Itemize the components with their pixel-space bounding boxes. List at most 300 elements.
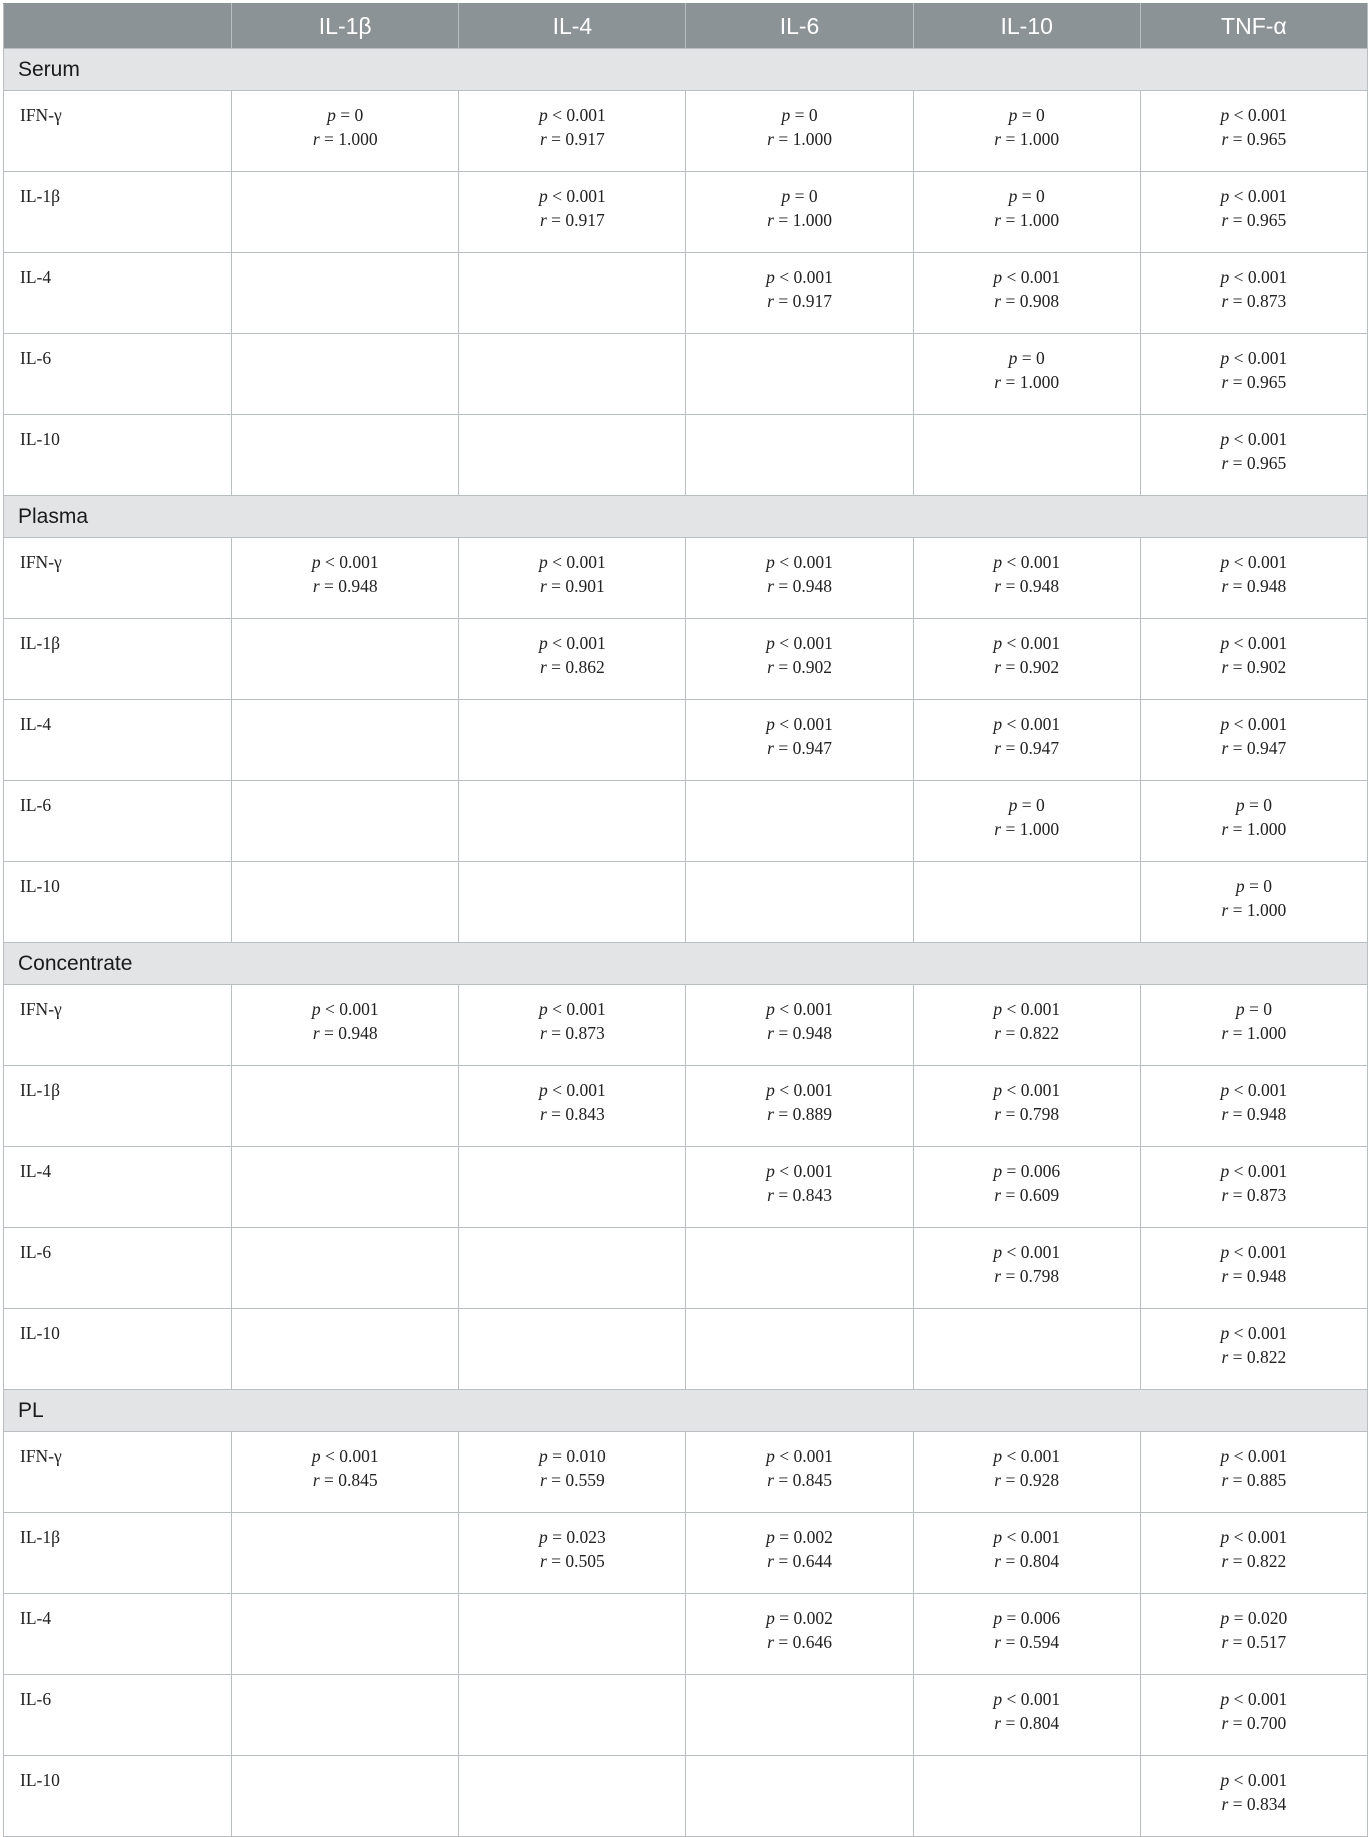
value-cell xyxy=(1140,985,1367,1066)
p-value xyxy=(914,793,1140,817)
r-symbol: r xyxy=(767,738,774,758)
r-symbol: r xyxy=(539,1104,547,1124)
r-value xyxy=(686,289,912,313)
p-value-text: = 0 xyxy=(794,105,818,125)
value-cell xyxy=(913,619,1140,700)
p-value xyxy=(1141,997,1367,1021)
value-cell xyxy=(459,1675,686,1756)
table-row xyxy=(4,334,1368,415)
value-cell xyxy=(1140,538,1367,619)
value-cell xyxy=(459,700,686,781)
p-value-text: < 0.001 xyxy=(1006,633,1061,653)
value-cell xyxy=(1140,1309,1367,1390)
row-label: IL-6 xyxy=(4,1675,232,1756)
r-value-text: = 0.917 xyxy=(551,129,605,149)
row-label: IL-1β xyxy=(4,1513,232,1594)
p-value-text: < 0.001 xyxy=(1006,1446,1061,1466)
r-symbol: r xyxy=(1221,372,1229,392)
value-cell xyxy=(459,1066,686,1147)
p-value-text: < 0.001 xyxy=(1233,267,1288,287)
r-symbol: r xyxy=(1221,1266,1229,1286)
p-symbol: p xyxy=(993,1608,1003,1628)
p-value xyxy=(914,346,1140,370)
value-cell xyxy=(459,1756,686,1837)
r-value xyxy=(1141,574,1367,598)
r-value-text: = 0.804 xyxy=(1005,1713,1060,1733)
r-symbol: r xyxy=(1221,210,1229,230)
section-label: Concentrate xyxy=(4,943,1368,985)
r-value-text: = 1.000 xyxy=(1005,372,1060,392)
r-symbol: r xyxy=(767,657,774,677)
p-symbol: p xyxy=(1220,714,1230,734)
r-symbol: r xyxy=(994,291,1002,311)
p-value-text: = 0 xyxy=(1248,795,1272,815)
value-cell xyxy=(913,985,1140,1066)
p-value xyxy=(1141,103,1367,127)
row-label: IFN-γ xyxy=(4,538,232,619)
value-cell xyxy=(686,781,913,862)
p-value-text: < 0.001 xyxy=(1006,1080,1061,1100)
table-row xyxy=(4,781,1368,862)
p-symbol: p xyxy=(539,999,548,1019)
r-value-text: = 0.948 xyxy=(324,576,378,596)
r-value xyxy=(914,1711,1140,1735)
p-value-text: < 0.001 xyxy=(1233,1770,1288,1790)
value-cell xyxy=(913,1228,1140,1309)
r-symbol: r xyxy=(767,1551,774,1571)
table-row xyxy=(4,619,1368,700)
value-cell xyxy=(686,985,913,1066)
r-symbol: r xyxy=(1221,819,1229,839)
r-value xyxy=(459,1021,685,1045)
p-symbol: p xyxy=(1220,1080,1230,1100)
p-symbol: p xyxy=(993,1242,1003,1262)
p-value xyxy=(686,103,912,127)
p-value xyxy=(232,1444,458,1468)
r-value-text: = 1.000 xyxy=(1005,819,1060,839)
section-label: Serum xyxy=(4,49,1368,91)
p-value-text: < 0.001 xyxy=(324,552,379,572)
value-cell xyxy=(232,1513,459,1594)
p-value-text: < 0.001 xyxy=(1233,105,1288,125)
p-symbol: p xyxy=(766,552,775,572)
header-cell-corner xyxy=(4,4,232,49)
p-value xyxy=(459,997,685,1021)
p-symbol: p xyxy=(1008,795,1018,815)
row-label: IL-4 xyxy=(4,253,232,334)
r-value-text: = 0.917 xyxy=(551,210,605,230)
r-value xyxy=(459,1468,685,1492)
value-cell xyxy=(1140,781,1367,862)
p-symbol: p xyxy=(766,267,775,287)
table-row xyxy=(4,985,1368,1066)
r-value xyxy=(1141,736,1367,760)
r-value-text: = 0.646 xyxy=(778,1632,832,1652)
r-symbol: r xyxy=(994,210,1002,230)
r-value xyxy=(232,1021,458,1045)
r-value-text: = 0.885 xyxy=(1232,1470,1287,1490)
p-symbol: p xyxy=(1008,186,1018,206)
r-value-text: = 0.947 xyxy=(1005,738,1060,758)
r-value xyxy=(1141,817,1367,841)
value-cell xyxy=(913,1594,1140,1675)
r-symbol: r xyxy=(312,1470,320,1490)
p-symbol: p xyxy=(993,552,1003,572)
p-value-text: < 0.001 xyxy=(1233,552,1288,572)
r-value xyxy=(459,1102,685,1126)
value-cell xyxy=(232,985,459,1066)
r-value-text: = 1.000 xyxy=(1232,900,1287,920)
r-value-text: = 0.822 xyxy=(1005,1023,1060,1043)
p-value-text: = 0 xyxy=(1248,999,1272,1019)
value-cell xyxy=(686,1066,913,1147)
r-value xyxy=(1141,1711,1367,1735)
value-cell xyxy=(459,91,686,172)
p-symbol: p xyxy=(1235,876,1245,896)
value-cell xyxy=(1140,91,1367,172)
p-value xyxy=(914,1078,1140,1102)
p-value xyxy=(1141,550,1367,574)
row-label: IFN-γ xyxy=(4,1432,232,1513)
value-cell xyxy=(686,91,913,172)
r-symbol: r xyxy=(1221,1794,1229,1814)
p-value xyxy=(686,1159,912,1183)
r-value-text: = 0.845 xyxy=(778,1470,832,1490)
r-value xyxy=(232,1468,458,1492)
r-value-text: = 0.901 xyxy=(551,576,605,596)
r-value-text: = 0.822 xyxy=(1232,1551,1287,1571)
p-symbol: p xyxy=(766,633,775,653)
r-symbol: r xyxy=(994,576,1002,596)
value-cell xyxy=(913,1309,1140,1390)
r-value-text: = 0.798 xyxy=(1005,1266,1060,1286)
r-value xyxy=(1141,289,1367,313)
table-row xyxy=(4,172,1368,253)
r-symbol: r xyxy=(312,1023,320,1043)
r-symbol: r xyxy=(1221,1551,1229,1571)
p-symbol: p xyxy=(993,633,1003,653)
p-value xyxy=(232,103,458,127)
value-cell xyxy=(232,619,459,700)
r-value xyxy=(459,127,685,151)
p-value xyxy=(914,997,1140,1021)
p-value xyxy=(686,1606,912,1630)
row-label: IFN-γ xyxy=(4,91,232,172)
value-cell xyxy=(1140,1228,1367,1309)
value-cell xyxy=(686,1309,913,1390)
p-value xyxy=(914,1525,1140,1549)
p-symbol: p xyxy=(1235,795,1245,815)
value-cell xyxy=(686,538,913,619)
value-cell xyxy=(232,1066,459,1147)
r-value xyxy=(1141,1102,1367,1126)
r-value-text: = 0.965 xyxy=(1232,372,1287,392)
r-value-text: = 0.822 xyxy=(1232,1347,1287,1367)
p-value xyxy=(914,1687,1140,1711)
value-cell xyxy=(232,91,459,172)
value-cell xyxy=(913,91,1140,172)
p-value-text: = 0 xyxy=(1248,876,1272,896)
value-cell xyxy=(686,1228,913,1309)
table-row xyxy=(4,1147,1368,1228)
value-cell xyxy=(1140,253,1367,334)
r-value xyxy=(1141,1183,1367,1207)
r-symbol: r xyxy=(994,1104,1002,1124)
r-value xyxy=(914,127,1140,151)
r-value xyxy=(914,1468,1140,1492)
p-value xyxy=(914,550,1140,574)
r-value xyxy=(686,736,912,760)
p-symbol: p xyxy=(539,105,548,125)
r-value xyxy=(686,1468,912,1492)
r-value-text: = 0.948 xyxy=(324,1023,378,1043)
table-row xyxy=(4,1513,1368,1594)
value-cell xyxy=(232,1594,459,1675)
section-label: PL xyxy=(4,1390,1368,1432)
p-value xyxy=(914,184,1140,208)
p-symbol: p xyxy=(1008,348,1018,368)
value-cell xyxy=(1140,1756,1367,1837)
r-symbol: r xyxy=(767,1632,774,1652)
p-value xyxy=(459,550,685,574)
section-row xyxy=(4,943,1368,985)
value-cell xyxy=(913,700,1140,781)
r-value xyxy=(459,655,685,679)
p-value-text: = 0.002 xyxy=(779,1608,833,1628)
p-symbol: p xyxy=(539,552,548,572)
value-cell xyxy=(1140,1513,1367,1594)
r-symbol: r xyxy=(994,1470,1002,1490)
p-symbol: p xyxy=(1220,552,1230,572)
p-value xyxy=(1141,712,1367,736)
value-cell xyxy=(686,253,913,334)
value-cell xyxy=(232,253,459,334)
r-value xyxy=(914,1549,1140,1573)
p-value xyxy=(686,184,912,208)
row-label: IL-1β xyxy=(4,172,232,253)
p-symbol: p xyxy=(1220,1161,1230,1181)
value-cell xyxy=(686,334,913,415)
r-value xyxy=(232,574,458,598)
p-value xyxy=(459,1078,685,1102)
p-symbol: p xyxy=(781,105,791,125)
r-symbol: r xyxy=(994,1023,1002,1043)
p-symbol: p xyxy=(993,267,1003,287)
table-row xyxy=(4,1594,1368,1675)
r-value-text: = 0.902 xyxy=(1005,657,1060,677)
p-value-text: < 0.001 xyxy=(1233,429,1288,449)
r-value xyxy=(1141,370,1367,394)
p-value xyxy=(914,1159,1140,1183)
r-symbol: r xyxy=(312,576,320,596)
p-symbol: p xyxy=(993,1080,1003,1100)
p-value-text: < 0.001 xyxy=(779,633,833,653)
value-cell xyxy=(459,862,686,943)
p-value xyxy=(1141,1240,1367,1264)
p-value xyxy=(1141,1321,1367,1345)
table-row xyxy=(4,538,1368,619)
p-value-text: < 0.001 xyxy=(1006,999,1061,1019)
value-cell xyxy=(232,415,459,496)
r-value xyxy=(1141,1549,1367,1573)
value-cell xyxy=(913,334,1140,415)
r-value xyxy=(686,1630,912,1654)
header-cell-il6: IL-6 xyxy=(686,4,913,49)
value-cell xyxy=(913,172,1140,253)
r-value xyxy=(686,1549,912,1573)
r-value-text: = 0.843 xyxy=(551,1104,605,1124)
p-value xyxy=(1141,427,1367,451)
p-symbol: p xyxy=(1220,633,1230,653)
p-value-text: < 0.001 xyxy=(1233,714,1288,734)
p-value xyxy=(1141,1768,1367,1792)
r-value xyxy=(914,1630,1140,1654)
p-value-text: < 0.001 xyxy=(1233,1080,1288,1100)
p-value xyxy=(914,1240,1140,1264)
p-value-text: < 0.001 xyxy=(1233,1161,1288,1181)
header-cell-il10: IL-10 xyxy=(913,4,1140,49)
value-cell xyxy=(232,1147,459,1228)
table-header xyxy=(4,4,1368,49)
value-cell xyxy=(686,172,913,253)
r-value-text: = 0.947 xyxy=(1232,738,1287,758)
p-value xyxy=(1141,793,1367,817)
header-cell-il4: IL-4 xyxy=(459,4,686,49)
p-value-text: < 0.001 xyxy=(1006,714,1061,734)
value-cell xyxy=(1140,1675,1367,1756)
p-symbol: p xyxy=(327,105,336,125)
value-cell xyxy=(232,862,459,943)
r-value xyxy=(686,1102,912,1126)
r-symbol: r xyxy=(994,738,1002,758)
p-value xyxy=(914,712,1140,736)
r-value xyxy=(459,208,685,232)
r-symbol: r xyxy=(994,1266,1002,1286)
r-symbol: r xyxy=(1221,576,1229,596)
p-value-text: = 0.010 xyxy=(552,1446,606,1466)
r-value-text: = 0.948 xyxy=(1232,576,1287,596)
p-value-text: < 0.001 xyxy=(324,1446,379,1466)
value-cell xyxy=(1140,1147,1367,1228)
r-value xyxy=(1141,127,1367,151)
r-value xyxy=(686,655,912,679)
value-cell xyxy=(459,538,686,619)
p-value xyxy=(686,1525,912,1549)
row-label: IL-10 xyxy=(4,1756,232,1837)
p-value-text: = 0 xyxy=(1021,186,1045,206)
section-row xyxy=(4,496,1368,538)
p-value-text: < 0.001 xyxy=(779,552,833,572)
p-symbol: p xyxy=(1220,186,1230,206)
value-cell xyxy=(459,415,686,496)
p-value-text: = 0.020 xyxy=(1233,1608,1288,1628)
row-label: IL-1β xyxy=(4,619,232,700)
value-cell xyxy=(232,781,459,862)
table-row xyxy=(4,1675,1368,1756)
value-cell xyxy=(686,862,913,943)
p-symbol: p xyxy=(1220,1323,1230,1343)
table-row xyxy=(4,862,1368,943)
p-value xyxy=(1141,874,1367,898)
value-cell xyxy=(459,1228,686,1309)
value-cell xyxy=(913,1675,1140,1756)
r-symbol: r xyxy=(1221,1470,1229,1490)
value-cell xyxy=(459,1594,686,1675)
table-body xyxy=(4,49,1368,1837)
value-cell xyxy=(686,1594,913,1675)
p-value xyxy=(686,550,912,574)
p-symbol: p xyxy=(1220,1527,1230,1547)
r-symbol: r xyxy=(1221,738,1229,758)
r-value xyxy=(1141,1468,1367,1492)
r-value-text: = 1.000 xyxy=(1232,819,1287,839)
value-cell xyxy=(459,1432,686,1513)
p-value-text: < 0.001 xyxy=(552,552,606,572)
row-label: IL-4 xyxy=(4,1594,232,1675)
p-value xyxy=(1141,346,1367,370)
r-value-text: = 0.843 xyxy=(778,1185,832,1205)
p-symbol: p xyxy=(539,633,548,653)
r-symbol: r xyxy=(1221,1104,1229,1124)
value-cell xyxy=(686,1513,913,1594)
p-value-text: < 0.001 xyxy=(779,267,833,287)
r-value-text: = 1.000 xyxy=(1005,129,1060,149)
r-value-text: = 0.834 xyxy=(1232,1794,1287,1814)
p-symbol: p xyxy=(311,1446,321,1466)
p-symbol: p xyxy=(766,1161,775,1181)
r-value xyxy=(914,1102,1140,1126)
value-cell xyxy=(232,1675,459,1756)
p-symbol: p xyxy=(993,1527,1003,1547)
r-value xyxy=(459,1549,685,1573)
p-value-text: < 0.001 xyxy=(1233,348,1288,368)
p-value-text: = 0 xyxy=(1021,105,1045,125)
r-value xyxy=(1141,1792,1367,1816)
p-symbol: p xyxy=(766,1080,775,1100)
r-symbol: r xyxy=(1221,1713,1229,1733)
value-cell xyxy=(913,781,1140,862)
table-row xyxy=(4,91,1368,172)
p-value xyxy=(1141,1444,1367,1468)
table-row xyxy=(4,1309,1368,1390)
p-value xyxy=(686,1078,912,1102)
value-cell xyxy=(913,1066,1140,1147)
r-value xyxy=(686,574,912,598)
p-value-text: < 0.001 xyxy=(1006,1689,1061,1709)
p-symbol: p xyxy=(1220,1608,1230,1628)
r-symbol: r xyxy=(1221,900,1229,920)
r-value xyxy=(459,574,685,598)
r-value xyxy=(914,736,1140,760)
value-cell xyxy=(459,781,686,862)
r-value-text: = 0.505 xyxy=(551,1551,605,1571)
p-value-text: = 0 xyxy=(340,105,364,125)
p-value xyxy=(1141,1525,1367,1549)
p-symbol: p xyxy=(766,1446,775,1466)
r-value xyxy=(686,1021,912,1045)
value-cell xyxy=(686,1675,913,1756)
value-cell xyxy=(686,415,913,496)
row-label: IL-10 xyxy=(4,862,232,943)
p-symbol: p xyxy=(993,714,1003,734)
p-value-text: < 0.001 xyxy=(779,1080,833,1100)
row-label: IFN-γ xyxy=(4,985,232,1066)
r-symbol: r xyxy=(767,1185,774,1205)
p-value-text: < 0.001 xyxy=(1233,1242,1288,1262)
p-value xyxy=(914,103,1140,127)
p-symbol: p xyxy=(766,1608,775,1628)
p-value-text: < 0.001 xyxy=(552,105,606,125)
